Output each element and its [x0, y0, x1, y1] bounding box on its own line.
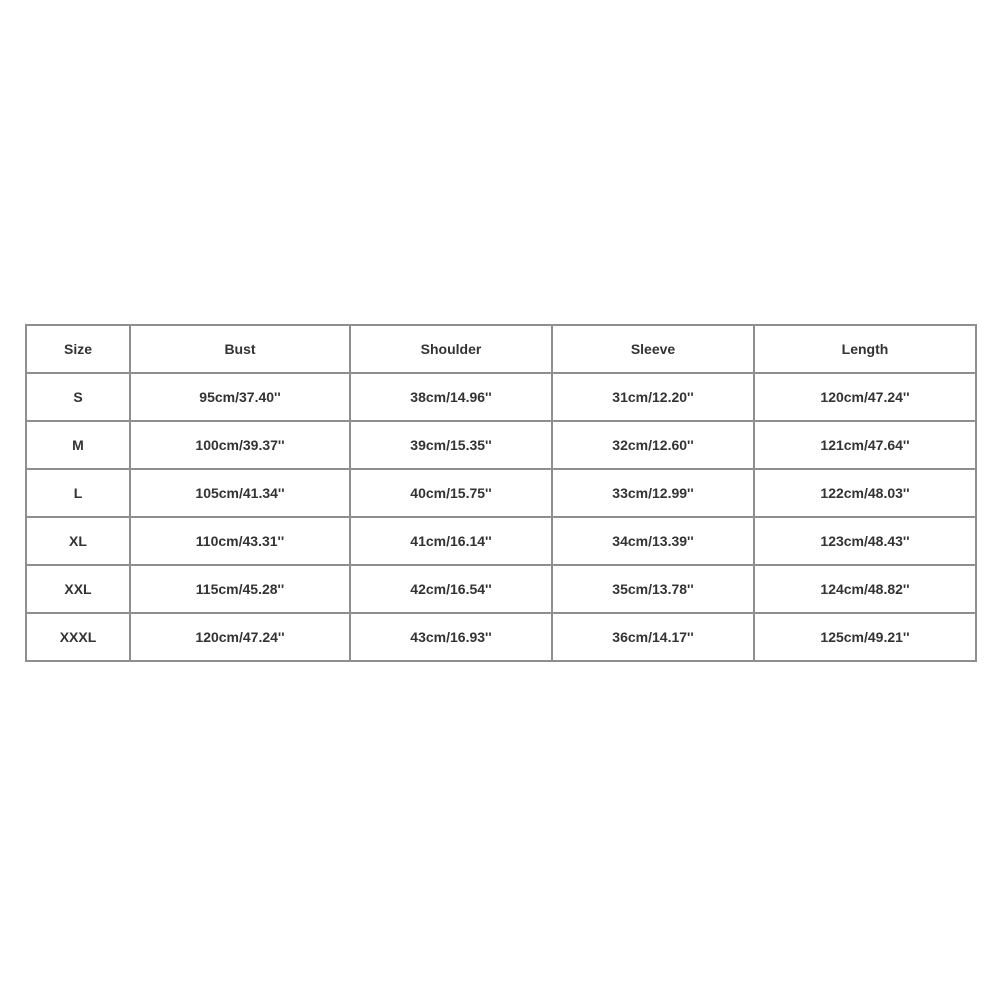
cell-bust: 100cm/39.37'' — [130, 421, 350, 469]
cell-size: XXL — [26, 565, 130, 613]
header-size: Size — [26, 325, 130, 373]
cell-sleeve: 32cm/12.60'' — [552, 421, 754, 469]
cell-length: 121cm/47.64'' — [754, 421, 976, 469]
cell-sleeve: 34cm/13.39'' — [552, 517, 754, 565]
cell-shoulder: 39cm/15.35'' — [350, 421, 552, 469]
cell-length: 122cm/48.03'' — [754, 469, 976, 517]
cell-size: L — [26, 469, 130, 517]
cell-size: XXXL — [26, 613, 130, 661]
table-row — [26, 613, 976, 661]
cell-length: 124cm/48.82'' — [754, 565, 976, 613]
size-chart-header — [26, 325, 976, 373]
cell-bust: 120cm/47.24'' — [130, 613, 350, 661]
size-chart-body — [26, 373, 976, 661]
cell-sleeve: 31cm/12.20'' — [552, 373, 754, 421]
cell-shoulder: 43cm/16.93'' — [350, 613, 552, 661]
cell-bust: 95cm/37.40'' — [130, 373, 350, 421]
table-row — [26, 421, 976, 469]
cell-length: 125cm/49.21'' — [754, 613, 976, 661]
header-length: Length — [754, 325, 976, 373]
cell-size: XL — [26, 517, 130, 565]
table-row — [26, 517, 976, 565]
header-sleeve: Sleeve — [552, 325, 754, 373]
cell-sleeve: 35cm/13.78'' — [552, 565, 754, 613]
cell-bust: 105cm/41.34'' — [130, 469, 350, 517]
header-shoulder: Shoulder — [350, 325, 552, 373]
table-row — [26, 565, 976, 613]
cell-bust: 110cm/43.31'' — [130, 517, 350, 565]
cell-shoulder: 40cm/15.75'' — [350, 469, 552, 517]
cell-size: M — [26, 421, 130, 469]
header-row — [26, 325, 976, 373]
header-bust: Bust — [130, 325, 350, 373]
cell-shoulder: 42cm/16.54'' — [350, 565, 552, 613]
table-row — [26, 469, 976, 517]
size-chart-table — [25, 324, 977, 662]
cell-sleeve: 33cm/12.99'' — [552, 469, 754, 517]
cell-shoulder: 38cm/14.96'' — [350, 373, 552, 421]
cell-length: 123cm/48.43'' — [754, 517, 976, 565]
cell-bust: 115cm/45.28'' — [130, 565, 350, 613]
table-row — [26, 373, 976, 421]
cell-length: 120cm/47.24'' — [754, 373, 976, 421]
cell-sleeve: 36cm/14.17'' — [552, 613, 754, 661]
cell-size: S — [26, 373, 130, 421]
cell-shoulder: 41cm/16.14'' — [350, 517, 552, 565]
